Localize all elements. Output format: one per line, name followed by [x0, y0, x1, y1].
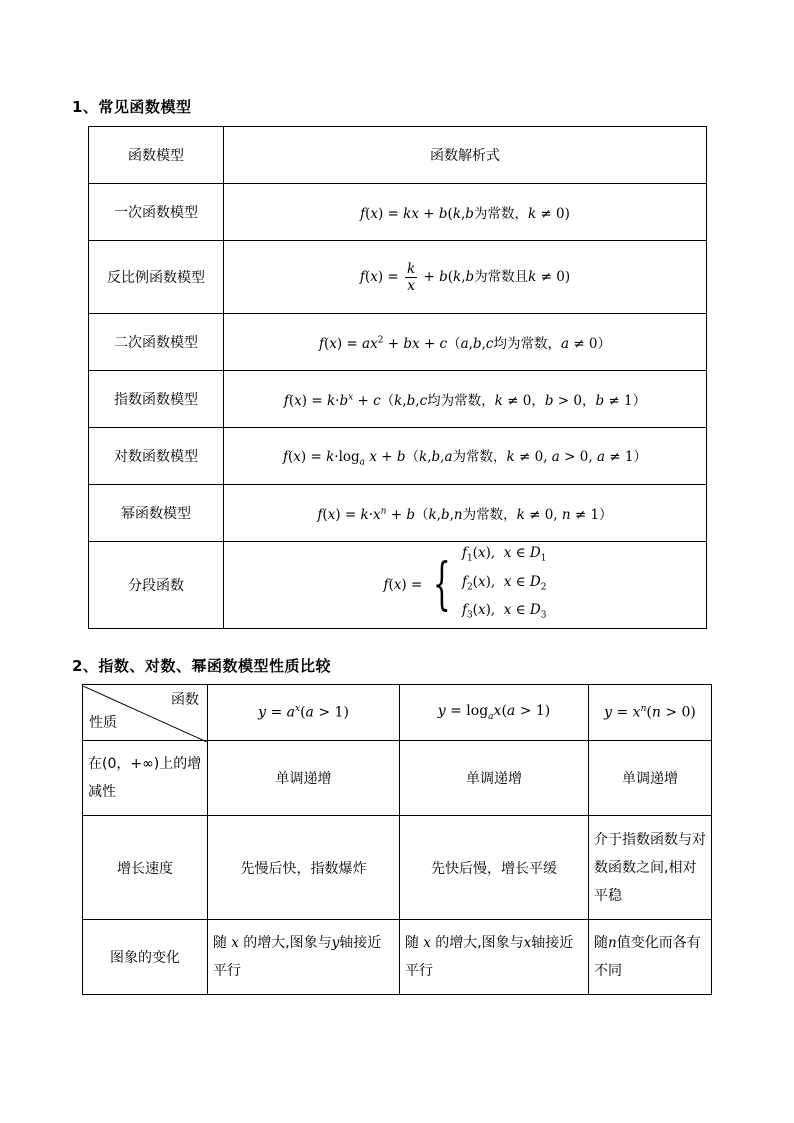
header-power: $y = x^n(n > 0)$: [589, 685, 712, 741]
table-row: [83, 816, 712, 920]
table-row: [89, 314, 707, 371]
formula-linear: f(x) = kx + b(k,b为常数，k ≠ 0): [224, 184, 707, 241]
model-name: 幂函数模型: [89, 485, 224, 542]
corner-top-label: 函数: [171, 691, 199, 708]
table-row: [89, 485, 707, 542]
model-name: 分段函数: [89, 542, 224, 629]
condition-text: 为常数且: [474, 268, 529, 285]
condition-text: 为常数，: [452, 448, 507, 465]
model-name: 二次函数模型: [89, 314, 224, 371]
formula-piecewise: f ( x ) = { $f_1(x)$, x ∈ $D_1$ $f_2(x)$, x ∈ $D_2$ $f_3(x)$, x ∈ $D_3$: [224, 542, 707, 629]
section2-heading: 2、指数、对数、幂函数模型性质比较: [72, 657, 331, 675]
left-brace-icon: {: [433, 552, 452, 618]
formula-quadratic: $f(x) = ax^2$ + bx + c（a,b,c均为常数，a ≠ 0）: [224, 314, 707, 371]
header-formula: 函数解析式: [224, 127, 707, 184]
section1-heading: 1、常见函数模型: [72, 98, 192, 116]
formula-exponential: $f(x) = k\cdot b^x + c(k,b,c$均为常数，k ≠ 0，b > 0，b ≠ 1）: [224, 371, 707, 428]
table-cell: 单调递增: [400, 741, 589, 816]
header-logarithmic: $y = \log_ax(a > 1)$: [400, 685, 589, 741]
model-name: 指数函数模型: [89, 371, 224, 428]
cell-text: 值变化而各有不同: [594, 935, 701, 979]
table-header-row: [89, 127, 707, 184]
table-cell: 随 x 的增大,图象与x轴接近平行: [400, 920, 589, 995]
cell-text: 的增大,图象与: [435, 935, 524, 951]
cell-text: 轴接近平行: [213, 935, 382, 979]
table-row: [83, 920, 712, 995]
row-label: 在(0，+∞)上的增减性: [83, 741, 208, 816]
row-label: 图象的变化: [83, 920, 208, 995]
property-comparison-table: [82, 684, 712, 995]
header-model: 函数模型: [89, 127, 224, 184]
condition-text: 为常数，: [473, 206, 528, 222]
table-cell: 先快后慢，增长平缓: [400, 816, 589, 920]
table-cell: 单调递增: [589, 741, 712, 816]
table-cell: 随n值变化而各有不同: [589, 920, 712, 995]
condition-text: 为常数，: [462, 507, 517, 523]
table-row: [89, 428, 707, 485]
table-row: [89, 542, 707, 629]
formula-power: $f(x) = k\cdot x^n + b(k,b,n$为常数，k ≠ 0, n ≠ 1）: [224, 485, 707, 542]
cell-text: 的增大,图象与: [243, 935, 332, 951]
function-model-table: [88, 126, 707, 629]
condition-text: 均为常数，: [427, 393, 495, 409]
table-header-row: [83, 685, 712, 741]
table-cell: 先慢后快，指数爆炸: [208, 816, 400, 920]
cell-text: 轴接近平行: [405, 935, 574, 979]
table-cell: 随 x 的增大,图象与y轴接近平行: [208, 920, 400, 995]
corner-cell: [83, 685, 208, 741]
row-label: 增长速度: [83, 816, 208, 920]
condition-text: 均为常数，: [493, 336, 561, 352]
header-exponential: $y = a^x(a > 1)$: [208, 685, 400, 741]
formula-logarithmic: $f(x) = k\cdot\log_a$ x + b（k,b,a为常数，k ≠ 0, a > 0, a ≠ 1）: [224, 428, 707, 485]
corner-bottom-label: 性质: [89, 714, 117, 731]
cell-text: 随: [213, 935, 227, 951]
table-row: [89, 184, 707, 241]
cell-text: 随: [594, 935, 608, 951]
table-cell: 介于指数函数与对数函数之间,相对平稳: [589, 816, 712, 920]
cell-text: 随: [405, 935, 419, 951]
table-row: [89, 371, 707, 428]
table-row: [83, 741, 712, 816]
table-cell: 单调递增: [208, 741, 400, 816]
table-row: [89, 241, 707, 314]
formula-inverse: f(x) = $\frac{k}{x}$ + b(k,b为常数且k ≠ 0): [224, 241, 707, 314]
model-name: 对数函数模型: [89, 428, 224, 485]
model-name: 一次函数模型: [89, 184, 224, 241]
model-name: 反比例函数模型: [89, 241, 224, 314]
